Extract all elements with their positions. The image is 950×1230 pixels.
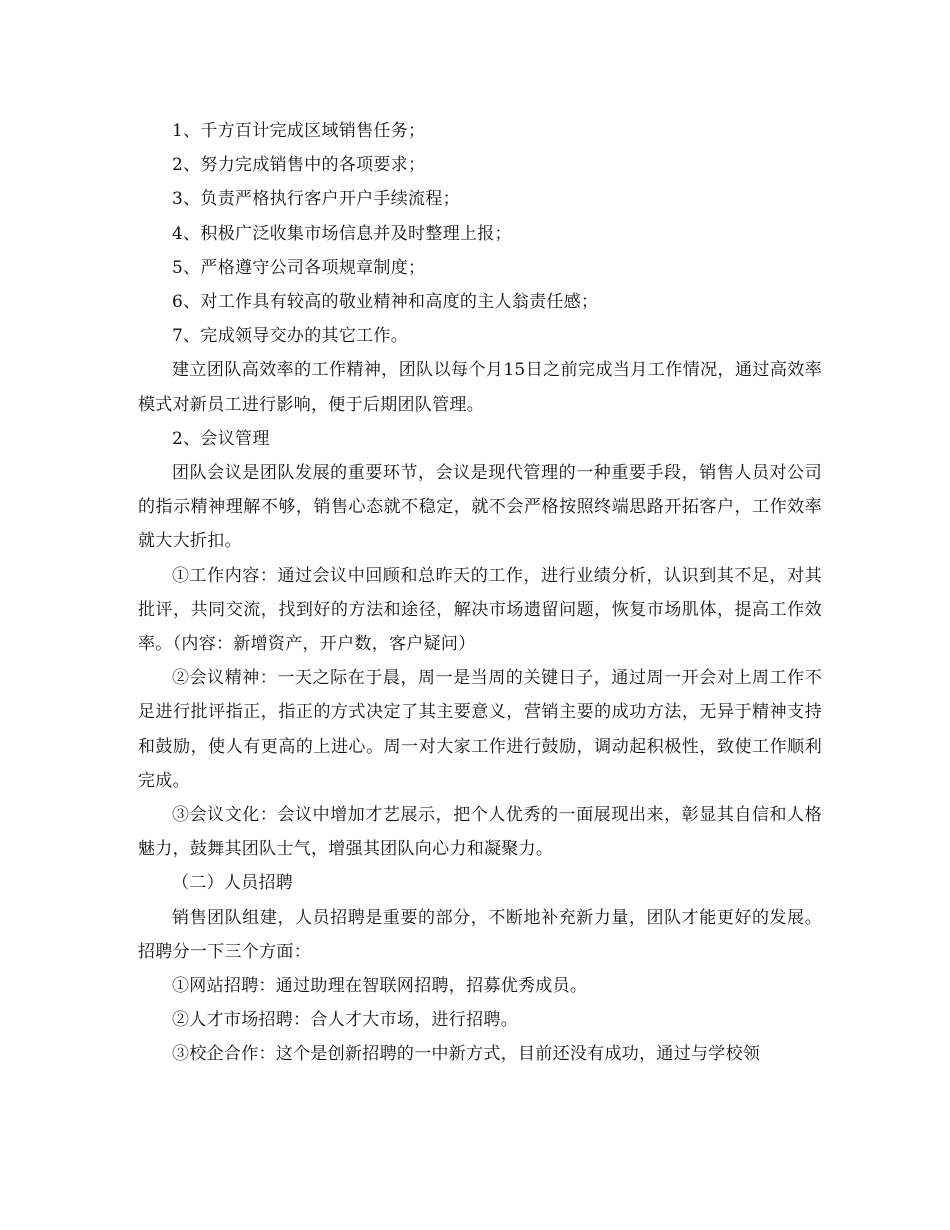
paragraph-recruitment-school: ③校企合作：这个是创新招聘的一中新方式，目前还没有成功，通过与学校领 [172, 1044, 761, 1065]
paragraph-team-efficiency: 建立团队高效率的工作精神，团队以每个月15日之前完成当月工作情况，通过高效率模式对新员工进行影响，便于后期团队管理。 [138, 360, 822, 415]
list-item-task-5: 5、严格遵守公司各项规章制度； [172, 257, 426, 278]
paragraph-recruitment-web: ①网站招聘：通过助理在智联网招聘，招募优秀成员。 [172, 976, 588, 997]
paragraph-meeting-intro: 团队会议是团队发展的重要环节，会议是现代管理的一种重要手段，销售人员对公司的指示精神理解不够，销售心态就不稳定，就不会严格按照终端思路开拓客户，工作效率就大大折扣。 [138, 463, 822, 552]
list-item-task-7: 7、完成领导交办的其它工作。 [172, 326, 409, 347]
paragraph-meeting-content: ①工作内容：通过会议中回顾和总昨天的工作，进行业绩分析，认识到其不足，对其批评，共同交流，找到好的方法和途径，解决市场遗留问题，恢复市场肌体，提高工作效率。（内容：新增资产，开户数，客户疑问） [138, 565, 822, 655]
section-heading-meeting: 2、会议管理 [172, 428, 270, 449]
paragraph-recruitment-market: ②人才市场招聘：合人才大市场，进行招聘。 [172, 1010, 518, 1031]
paragraph-meeting-culture: ③会议文化：会议中增加才艺展示，把个人优秀的一面展现出来，彰显其自信和人格魅力，鼓舞其团队士气，增强其团队向心力和凝聚力。 [138, 805, 822, 860]
list-item-task-6: 6、对工作具有较高的敬业精神和高度的主人翁责任感； [172, 292, 599, 313]
paragraph-meeting-spirit: ②会议精神：一天之际在于晨，周一是当周的关键日子，通过周一开会对上周工作不足进行批评指正，指正的方式决定了其主要意义，营销主要的成功方法，无异于精神支持和鼓励，使人有更高的上进心。周一对大家工作进行鼓励，调动起积极性，致使工作顺利完成。 [138, 668, 822, 791]
section-heading-recruitment: （二）人员招聘 [172, 873, 294, 894]
paragraph-recruitment-intro: 销售团队组建，人员招聘是重要的部分，不断地补充新力量，团队才能更好的发展。招聘分一下三个方面： [138, 907, 822, 962]
list-item-task-3: 3、负责严格执行客户开户手续流程； [172, 189, 460, 210]
list-item-task-4: 4、积极广泛收集市场信息并及时整理上报； [172, 223, 512, 244]
document-body [138, 114, 822, 1072]
list-item-task-1: 1、千方百计完成区域销售任务； [172, 121, 426, 141]
list-item-task-2: 2、努力完成销售中的各项要求； [172, 155, 426, 176]
